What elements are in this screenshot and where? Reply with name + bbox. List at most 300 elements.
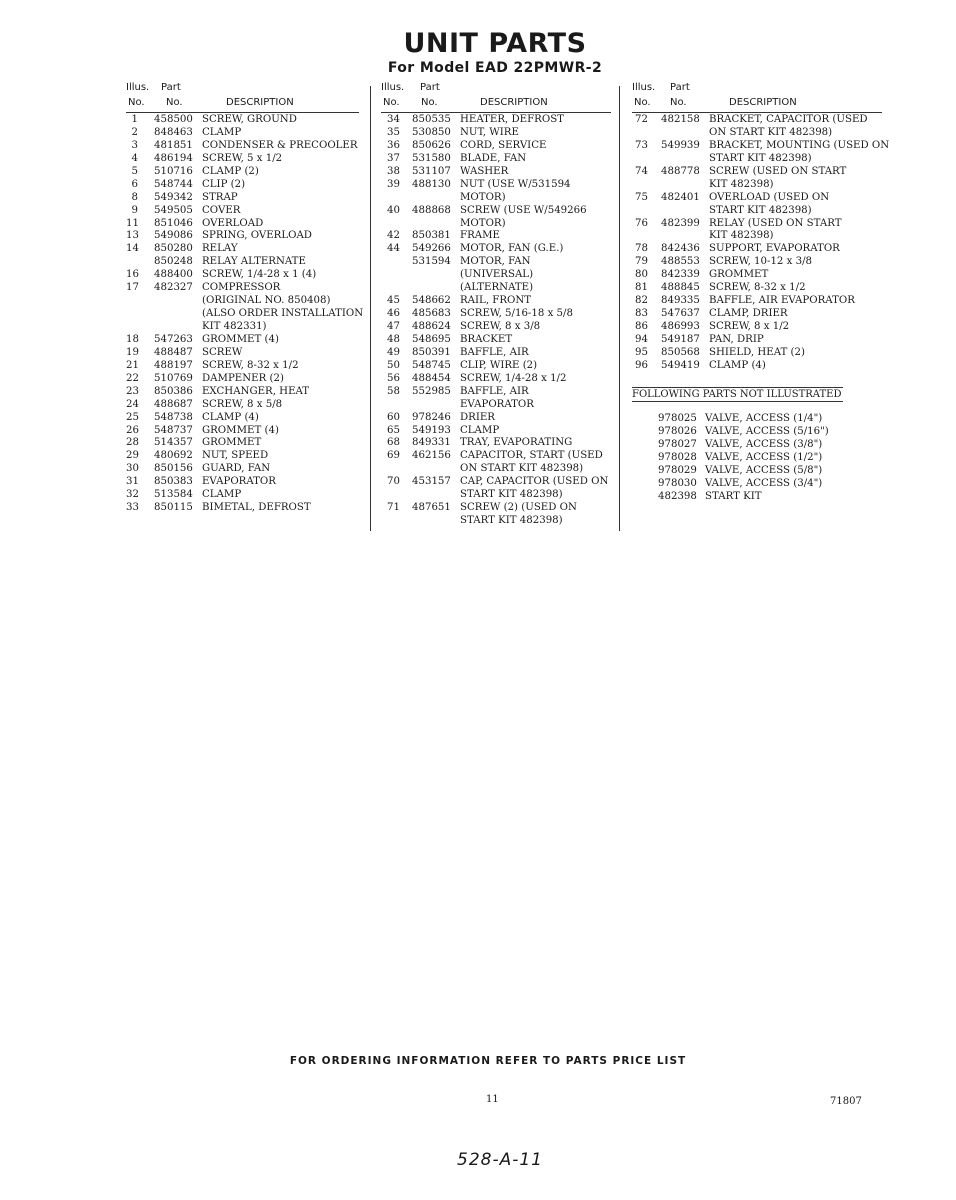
not-illustrated-heading: FOLLOWING PARTS NOT ILLUSTRATED (632, 389, 842, 400)
part-number: 978028 (658, 451, 697, 463)
header-illus: Illus. (381, 82, 405, 93)
illus-number: 34 (387, 114, 400, 125)
table-row (381, 192, 621, 205)
part-description: SHIELD, HEAT (2) (709, 346, 805, 358)
part-number: 850381 (412, 230, 451, 242)
table-row (126, 205, 366, 218)
part-number: 488197 (154, 359, 193, 371)
illus-number: 30 (126, 463, 139, 475)
part-number: 488687 (154, 398, 193, 410)
table-row (632, 205, 882, 218)
part-number: 488778 (661, 165, 700, 177)
part-description: VALVE, ACCESS (5/8") (705, 464, 823, 476)
not-illustrated-list (632, 413, 852, 504)
table-row (632, 452, 852, 465)
illus-number: 18 (126, 333, 139, 345)
table-row (126, 308, 366, 321)
illus-number: 76 (635, 217, 648, 229)
ordering-footer: FOR ORDERING INFORMATION REFER TO PARTS PRICE LIST (289, 1055, 687, 1067)
part-description: RELAY (USED ON START (709, 217, 842, 229)
page-title: UNIT PARTS (403, 28, 587, 59)
part-description: START KIT 482398) (709, 204, 812, 216)
part-description: CAP, CAPACITOR (USED ON (460, 476, 609, 488)
illus-number: 75 (635, 191, 648, 203)
part-number: 850386 (154, 385, 193, 397)
part-description: GROMMET (709, 269, 769, 281)
part-number: 849331 (412, 437, 451, 449)
part-description: (UNIVERSAL) (460, 269, 534, 281)
illus-number: 79 (635, 256, 648, 268)
part-number: 482158 (661, 114, 700, 125)
part-number: 482398 (658, 490, 697, 502)
part-description: SCREW, 8-32 x 1/2 (202, 359, 299, 371)
part-description: FRAME (460, 230, 500, 242)
part-description: OVERLOAD (USED ON (709, 191, 830, 203)
part-description: (ALSO ORDER INSTALLATION (202, 308, 364, 320)
table-row (632, 153, 882, 166)
part-description: EVAPORATOR (460, 398, 534, 410)
table-row (126, 347, 366, 360)
header-illus: Illus. (632, 82, 656, 93)
table-row (381, 218, 621, 231)
table-row (381, 308, 621, 321)
table-row (632, 426, 852, 439)
part-description: SCREW, 10-12 x 3/8 (709, 256, 813, 268)
part-number: 482327 (154, 282, 193, 294)
part-description: VALVE, ACCESS (5/16") (705, 425, 829, 437)
table-row (381, 476, 621, 489)
illus-number: 60 (387, 411, 400, 423)
illus-number: 96 (635, 359, 648, 371)
part-description: SCREW, 8 x 5/8 (202, 398, 283, 410)
table-row (632, 295, 882, 308)
header-illus-no: No. (634, 97, 651, 108)
table-row (632, 465, 852, 478)
illus-number: 21 (126, 359, 139, 371)
illus-number: 72 (635, 114, 648, 125)
part-description: CLAMP (202, 489, 242, 501)
illus-number: 70 (387, 476, 400, 488)
model-subtitle: For Model EAD 22PMWR-2 (387, 60, 603, 76)
part-number: 549939 (661, 139, 700, 151)
part-description: SCREW, 5 x 1/2 (202, 152, 283, 164)
table-row (381, 140, 621, 153)
illus-number: 14 (126, 243, 139, 255)
table-row (632, 478, 852, 491)
part-number: 848463 (154, 126, 193, 138)
table-row (381, 230, 621, 243)
column-divider (370, 86, 371, 531)
part-number: 488553 (661, 256, 700, 268)
part-description: PAN, DRIP (709, 333, 764, 345)
table-row (126, 334, 366, 347)
table-row (126, 282, 366, 295)
header-illus-no: No. (128, 97, 145, 108)
illus-number: 73 (635, 139, 648, 151)
part-description: SCREW (USE W/549266 (460, 204, 587, 216)
part-description: STRAP (202, 191, 238, 203)
illus-number: 71 (387, 502, 400, 514)
illus-number: 19 (126, 346, 139, 358)
document-code: 71807 (830, 1096, 862, 1107)
table-row (632, 321, 882, 334)
table-row (381, 295, 621, 308)
part-description: BRACKET, MOUNTING (USED ON (709, 139, 890, 151)
part-number: 842436 (661, 243, 700, 255)
table-row (632, 127, 882, 140)
part-number: 482399 (661, 217, 700, 229)
part-number: 549419 (661, 359, 700, 371)
part-number: 548737 (154, 424, 193, 436)
table-row (126, 256, 366, 269)
table-row (126, 179, 366, 192)
table-row (381, 373, 621, 386)
part-description: TRAY, EVAPORATING (460, 437, 573, 449)
illus-number: 78 (635, 243, 648, 255)
part-number: 514357 (154, 437, 193, 449)
table-row (632, 218, 882, 231)
table-row (126, 321, 366, 334)
illus-number: 16 (126, 269, 139, 281)
illus-number: 83 (635, 308, 648, 320)
header-part: Part (420, 82, 440, 93)
part-description: BRACKET (460, 333, 513, 345)
part-number: 978029 (658, 464, 697, 476)
illus-number: 94 (635, 333, 648, 345)
part-number: 462156 (412, 450, 451, 462)
illus-number: 28 (126, 437, 139, 449)
table-row (381, 114, 621, 127)
table-row (381, 269, 621, 282)
part-description: MOTOR) (460, 217, 506, 229)
illus-number: 56 (387, 372, 400, 384)
part-description: RELAY (202, 243, 238, 255)
table-row (381, 321, 621, 334)
table-row (381, 502, 621, 515)
part-description: BRACKET, CAPACITOR (USED (709, 114, 868, 125)
part-description: OVERLOAD (202, 217, 264, 229)
table-row (381, 127, 621, 140)
part-number: 488487 (154, 346, 193, 358)
illus-number: 26 (126, 424, 139, 436)
part-description: SCREW, GROUND (202, 114, 297, 125)
part-number: 531107 (412, 165, 451, 177)
part-description: RAIL, FRONT (460, 295, 532, 307)
part-description: SCREW (USED ON START (709, 165, 847, 177)
table-row (126, 153, 366, 166)
handwritten-reference: 528-A-11 (457, 1150, 543, 1170)
header-description: DESCRIPTION (729, 97, 797, 108)
table-row (381, 179, 621, 192)
part-description: MOTOR) (460, 191, 506, 203)
part-number: 978246 (412, 411, 451, 423)
part-description: BAFFLE, AIR (460, 385, 529, 397)
table-row (126, 399, 366, 412)
parts-list (126, 114, 366, 515)
part-description: SCREW, 8-32 x 1/2 (709, 282, 806, 294)
illus-number: 65 (387, 424, 400, 436)
part-number: 510716 (154, 165, 193, 177)
table-row (381, 334, 621, 347)
part-number: 531594 (412, 256, 451, 268)
part-description: SCREW, 8 x 1/2 (709, 321, 790, 332)
part-number: 850383 (154, 476, 193, 488)
header-rule (632, 112, 882, 113)
part-description: CLAMP (460, 424, 500, 436)
table-row (381, 153, 621, 166)
parts-column-3 (632, 82, 890, 373)
table-row (126, 412, 366, 425)
illus-number: 11 (126, 217, 139, 229)
table-row (126, 243, 366, 256)
part-number: 488845 (661, 282, 700, 294)
part-number: 850248 (154, 256, 193, 268)
part-description: EXCHANGER, HEAT (202, 385, 310, 397)
part-description: (ALTERNATE) (460, 282, 534, 294)
part-description: CLAMP (4) (709, 359, 766, 371)
header-part-no: No. (670, 97, 687, 108)
part-description: CAPACITOR, START (USED (460, 450, 603, 462)
part-number: 549342 (154, 191, 193, 203)
part-description: SCREW, 5/16-18 x 5/8 (460, 308, 573, 320)
part-number: 488868 (412, 204, 451, 216)
table-row (126, 140, 366, 153)
part-description: SPRING, OVERLOAD (202, 230, 312, 242)
table-row (632, 347, 882, 360)
table-row (381, 282, 621, 295)
part-description: NUT (USE W/531594 (460, 178, 571, 190)
part-description: START KIT 482398) (709, 152, 812, 164)
part-description: VALVE, ACCESS (1/2") (705, 451, 823, 463)
part-description: GROMMET (4) (202, 333, 279, 345)
part-description: VALVE, ACCESS (1/4") (705, 413, 823, 424)
table-row (126, 127, 366, 140)
part-description: COVER (202, 204, 241, 216)
part-number: 481851 (154, 139, 193, 151)
part-number: 486194 (154, 152, 193, 164)
illus-number: 23 (126, 385, 139, 397)
table-row (632, 166, 882, 179)
part-number: 851046 (154, 217, 193, 229)
table-row (632, 179, 882, 192)
table-row (126, 166, 366, 179)
illus-number: 4 (131, 152, 138, 164)
illus-number: 42 (387, 230, 400, 242)
table-row (126, 269, 366, 282)
part-description: VALVE, ACCESS (3/4") (705, 477, 823, 489)
part-number: 548738 (154, 411, 193, 423)
part-description: SCREW (2) (USED ON (460, 502, 577, 514)
illus-number: 36 (387, 139, 400, 151)
part-description: WASHER (460, 165, 509, 177)
illus-number: 13 (126, 230, 139, 242)
part-description: SCREW, 1/4-28 x 1/2 (460, 372, 567, 384)
header-description: DESCRIPTION (480, 97, 548, 108)
part-description: BIMETAL, DEFROST (202, 502, 311, 514)
part-description: CLAMP (2) (202, 165, 259, 177)
illus-number: 8 (131, 191, 138, 203)
part-number: 849335 (661, 295, 700, 307)
part-description: START KIT 482398) (460, 515, 563, 527)
part-number: 485683 (412, 308, 451, 320)
table-row (126, 295, 366, 308)
table-row (632, 192, 882, 205)
table-row (126, 192, 366, 205)
table-row (381, 347, 621, 360)
part-number: 480692 (154, 450, 193, 462)
part-number: 548662 (412, 295, 451, 307)
illus-number: 49 (387, 346, 400, 358)
table-row (381, 463, 621, 476)
illus-number: 31 (126, 476, 139, 488)
part-number: 978027 (658, 438, 697, 450)
illus-number: 3 (131, 139, 138, 151)
part-number: 487651 (412, 502, 451, 514)
parts-list (632, 114, 890, 373)
table-row (381, 205, 621, 218)
table-row (126, 114, 366, 127)
illus-number: 39 (387, 178, 400, 190)
table-row (381, 360, 621, 373)
header-description: DESCRIPTION (226, 97, 294, 108)
table-row (381, 515, 621, 528)
part-number: 488400 (154, 269, 193, 281)
part-number: 850568 (661, 346, 700, 358)
illus-number: 22 (126, 372, 139, 384)
illus-number: 40 (387, 204, 400, 216)
table-row (126, 386, 366, 399)
table-row (126, 425, 366, 438)
part-number: 547637 (661, 308, 700, 320)
part-description: CLAMP, DRIER (709, 308, 788, 320)
illus-number: 48 (387, 333, 400, 345)
table-row (632, 269, 882, 282)
illus-number: 37 (387, 152, 400, 164)
part-description: EVAPORATOR (202, 476, 276, 488)
table-row (381, 386, 621, 399)
table-row (126, 489, 366, 502)
table-row (126, 360, 366, 373)
part-number: 548695 (412, 333, 451, 345)
part-description: SCREW, 8 x 3/8 (460, 321, 541, 332)
part-number: 549505 (154, 204, 193, 216)
part-description: NUT, WIRE (460, 126, 519, 138)
part-description: MOTOR, FAN (G.E.) (460, 243, 564, 255)
part-number: 850535 (412, 114, 451, 125)
part-description: DAMPENER (2) (202, 372, 284, 384)
table-row (381, 243, 621, 256)
part-description: CLAMP (202, 126, 242, 138)
part-number: 978026 (658, 425, 697, 437)
table-row (381, 256, 621, 269)
part-description: BLADE, FAN (460, 152, 527, 164)
header-illus: Illus. (126, 82, 150, 93)
illus-number: 1 (131, 114, 138, 125)
part-number: 458500 (154, 114, 193, 125)
illus-number: 38 (387, 165, 400, 177)
illus-number: 86 (635, 321, 648, 332)
column-header (381, 82, 621, 114)
page-number: 11 (486, 1094, 499, 1105)
table-row (126, 463, 366, 476)
header-part-no: No. (421, 97, 438, 108)
illus-number: 58 (387, 385, 400, 397)
illus-number: 32 (126, 489, 139, 501)
table-row (126, 218, 366, 231)
column-header (632, 82, 882, 114)
illus-number: 82 (635, 295, 648, 307)
illus-number: 17 (126, 282, 139, 294)
table-row (381, 166, 621, 179)
part-description: SUPPORT, EVAPORATOR (709, 243, 840, 255)
parts-column-1 (126, 82, 366, 515)
illus-number: 45 (387, 295, 400, 307)
table-row (126, 476, 366, 489)
part-number: 488624 (412, 321, 451, 332)
part-number: 513584 (154, 489, 193, 501)
part-description: CLIP (2) (202, 178, 246, 190)
part-number: 488454 (412, 372, 451, 384)
table-row (632, 491, 852, 504)
table-row (632, 256, 882, 269)
part-description: GUARD, FAN (202, 463, 271, 475)
part-description: MOTOR, FAN (460, 256, 531, 268)
illus-number: 29 (126, 450, 139, 462)
part-number: 842339 (661, 269, 700, 281)
illus-number: 2 (131, 126, 138, 138)
table-row (632, 282, 882, 295)
table-row (381, 450, 621, 463)
part-number: 548745 (412, 359, 451, 371)
table-row (632, 114, 882, 127)
part-description: BAFFLE, AIR (460, 346, 529, 358)
header-rule (381, 112, 611, 113)
part-number: 486993 (661, 321, 700, 332)
illus-number: 44 (387, 243, 400, 255)
table-row (632, 360, 882, 373)
part-description: GROMMET (4) (202, 424, 279, 436)
illus-number: 95 (635, 346, 648, 358)
table-row (381, 437, 621, 450)
part-number: 482401 (661, 191, 700, 203)
table-row (381, 425, 621, 438)
part-description: DRIER (460, 411, 495, 423)
header-illus-no: No. (383, 97, 400, 108)
part-number: 850280 (154, 243, 193, 255)
column-header (126, 82, 366, 114)
part-number: 850115 (154, 502, 193, 514)
part-number: 488130 (412, 178, 451, 190)
part-number: 850626 (412, 139, 451, 151)
illus-number: 68 (387, 437, 400, 449)
part-number: 530850 (412, 126, 451, 138)
header-part-no: No. (166, 97, 183, 108)
part-number: 547263 (154, 333, 193, 345)
part-description: (ORIGINAL NO. 850408) (202, 295, 331, 307)
part-description: SCREW (202, 346, 243, 358)
part-number: 531580 (412, 152, 451, 164)
column-divider (619, 86, 620, 531)
part-description: START KIT (705, 490, 762, 502)
part-description: KIT 482398) (709, 230, 774, 242)
part-description: RELAY ALTERNATE (202, 256, 306, 268)
table-row (126, 437, 366, 450)
part-number: 453157 (412, 476, 451, 488)
header-rule (126, 112, 359, 113)
illus-number: 69 (387, 450, 400, 462)
illus-number: 47 (387, 321, 400, 332)
table-row (632, 334, 882, 347)
